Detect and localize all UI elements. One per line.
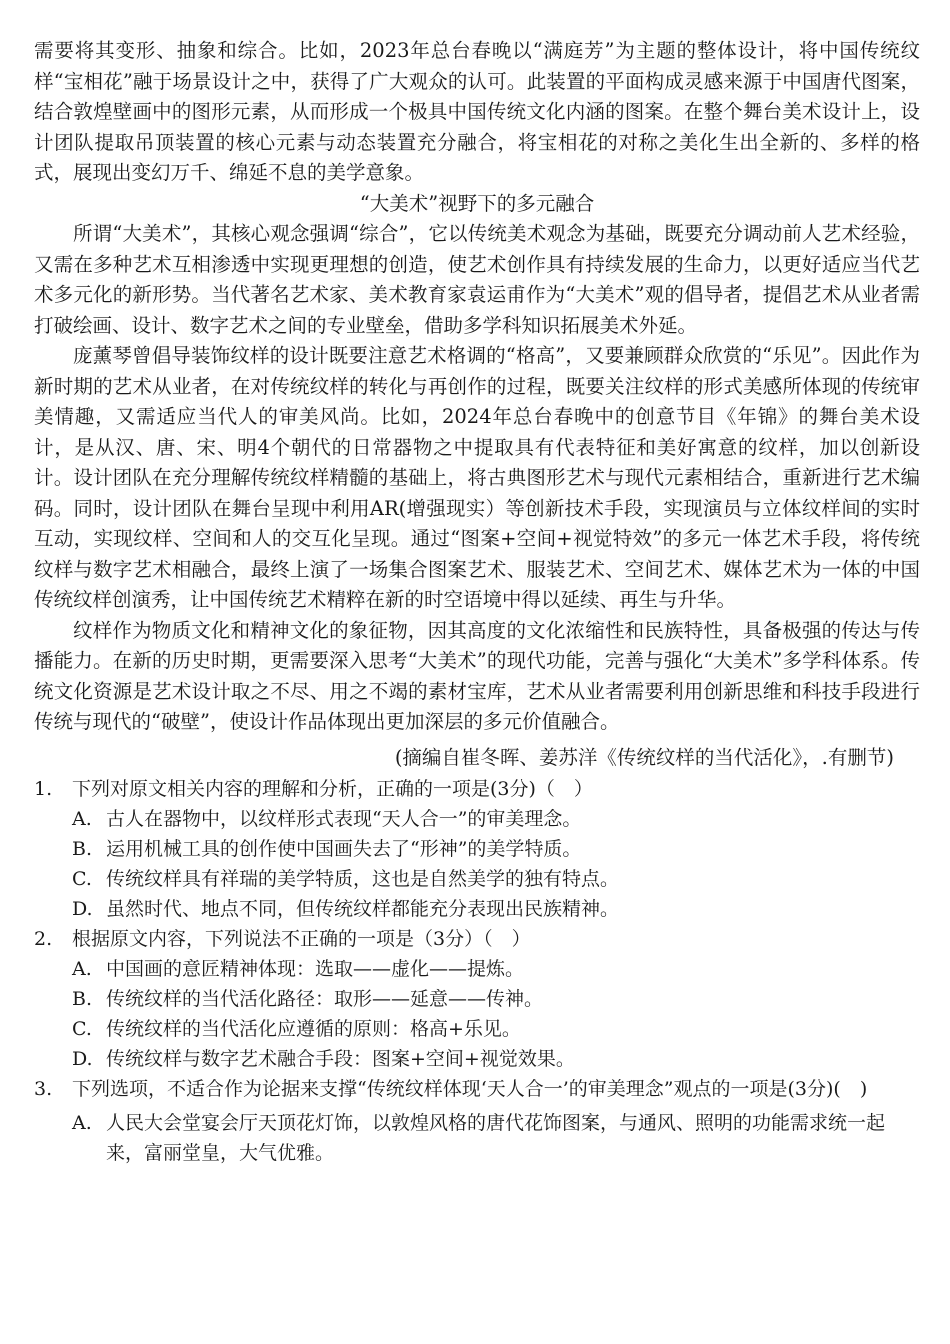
option-d [72, 894, 920, 924]
option-a [72, 1108, 920, 1168]
option-d [72, 1044, 920, 1074]
option-text: 传统纹样的当代活化应遵循的原则：格高+乐见。 [106, 1017, 521, 1040]
option-c [72, 1014, 920, 1044]
question-2 [34, 924, 920, 1074]
passage-paragraph-1: 所谓“大美术”，其核心观念强调“综合”，它以传统美术观念为基础，既要充分调动前人艺术经验，又需在多种艺术互相渗透中实现更理想的创造，使艺术创作具有持续发展的生命力，以更好适应当代艺术多元化的新形势。当代著名艺术家、美术教育家袁运甫作为“大美术”观的倡导者，提倡艺术从业者需打破绘画、设计、数字艺术之间的专业壁垒，借助多学科知识拓展美术外延。 [34, 222, 920, 337]
option-text: 传统纹样与数字艺术融合手段：图案+空间+视觉效果。 [106, 1047, 575, 1070]
passage-paragraph-3: 纹样作为物质文化和精神文化的象征物，因其高度的文化浓缩性和民族特性，具备极强的传达与传播能力。在新的历史时期，更需要深入思考“大美术”的现代功能，完善与强化“大美术”多学科体系。传统文化资源是艺术设计取之不尽、用之不竭的素材宝库，艺术从业者需要利用创新思维和科技手段进行传统与现代的“破壁”，使设计作品体现出更加深层的多元价值融合。 [34, 618, 920, 733]
option-text: 运用机械工具的创作使中国画失去了“形神”的美学特质。 [106, 837, 582, 860]
option-a [72, 954, 920, 984]
question-number: 2. [34, 927, 53, 950]
question-stem: 下列对原文相关内容的理解和分析，正确的一项是(3分)（ ） [72, 777, 593, 800]
option-text: 人民大会堂宴会厅天顶花灯饰，以敦煌风格的唐代花饰图案，与通风、照明的功能需求统一起来，富丽堂皇，大气优雅。 [106, 1111, 886, 1164]
option-letter: B. [72, 837, 93, 860]
option-text: 虽然时代、地点不同，但传统纹样都能充分表现出民族精神。 [106, 897, 620, 920]
question-stem: 下列选项，不适合作为论据来支撑“传统纹样体现‘天人合一’的审美理念”观点的一项是(3分)( ) [72, 1077, 868, 1100]
option-a [72, 804, 920, 834]
option-letter: C. [72, 1017, 92, 1040]
question-number: 1. [34, 777, 53, 800]
option-text: 中国画的意匠精神体现：选取——虚化——提炼。 [106, 957, 525, 980]
section-heading: “大美术”视野下的多元融合 [359, 191, 595, 215]
option-letter: A. [72, 957, 92, 980]
option-letter: A. [72, 1111, 92, 1134]
option-b [72, 984, 920, 1014]
option-letter: D. [72, 897, 93, 920]
option-c [72, 864, 920, 894]
passage-paragraph-continued: 需要将其变形、抽象和综合。比如，2023年总台春晚以“满庭芳”为主题的整体设计，将中国传统纹样“宝相花”融于场景设计之中，获得了广大观众的认可。此装置的平面构成灵感来源于中国唐代图案，结合敦煌壁画中的图形元素，从而形成一个极具中国传统文化内涵的图案。在整个舞台美术设计上，设计团队提取吊顶装置的核心元素与动态装置充分融合，将宝相花的对称之美化生出全新的、多样的格式，展现出变幻万千、绵延不息的美学意象。 [34, 39, 920, 184]
question-1 [34, 774, 920, 924]
option-text: 传统纹样的当代活化路径：取形——延意——传神。 [106, 987, 544, 1010]
question-stem: 根据原文内容，下列说法不正确的一项是（3分）（ ） [72, 927, 531, 950]
option-b [72, 834, 920, 864]
option-text: 传统纹样具有祥瑞的美学特质，这也是自然美学的独有特点。 [106, 867, 620, 890]
passage-source: (摘编自崔冬晖、姜苏洋《传统纹样的当代活化》，.有删节) [394, 745, 894, 769]
passage-paragraph-2: 庞薰琴曾倡导装饰纹样的设计既要注意艺术格调的“格高”，又要兼顾群众欣赏的“乐见”。因此作为新时期的艺术从业者，在对传统纹样的转化与再创作的过程，既要关注纹样的形式美感所体现的传统审美情趣，又需适应当代人的审美风尚。比如，2024年总台春晚中的创意节目《年锦》的舞台美术设计，是从汉、唐、宋、明4个朝代的日常器物之中提取具有代表特征和美好寓意的纹样，加以创新设计。设计团队在充分理解传统纹样精髓的基础上，将古典图形艺术与现代元素相结合，重新进行艺术编码。同时，设计团队在舞台呈现中利用AR(增强现实）等创新技术手段，实现演员与立体纹样间的实时互动，实现纹样、空间和人的交互化呈现。通过“图案+空间+视觉特效”的多元一体艺术手段，将传统纹样与数字艺术相融合，最终上演了一场集合图案艺术、服装艺术、空间艺术、媒体艺术为一体的中国传统纹样创演秀，让中国传统艺术精粹在新的时空语境中得以延续、再生与升华。 [34, 344, 920, 611]
question-number: 3. [34, 1077, 53, 1100]
option-letter: C. [72, 867, 92, 890]
option-letter: A. [72, 807, 92, 830]
document-page [34, 36, 920, 1168]
option-letter: B. [72, 987, 93, 1010]
question-3 [34, 1074, 920, 1168]
option-letter: D. [72, 1047, 93, 1070]
option-text: 古人在器物中，以纹样形式表现“天人合一”的审美理念。 [106, 807, 582, 830]
